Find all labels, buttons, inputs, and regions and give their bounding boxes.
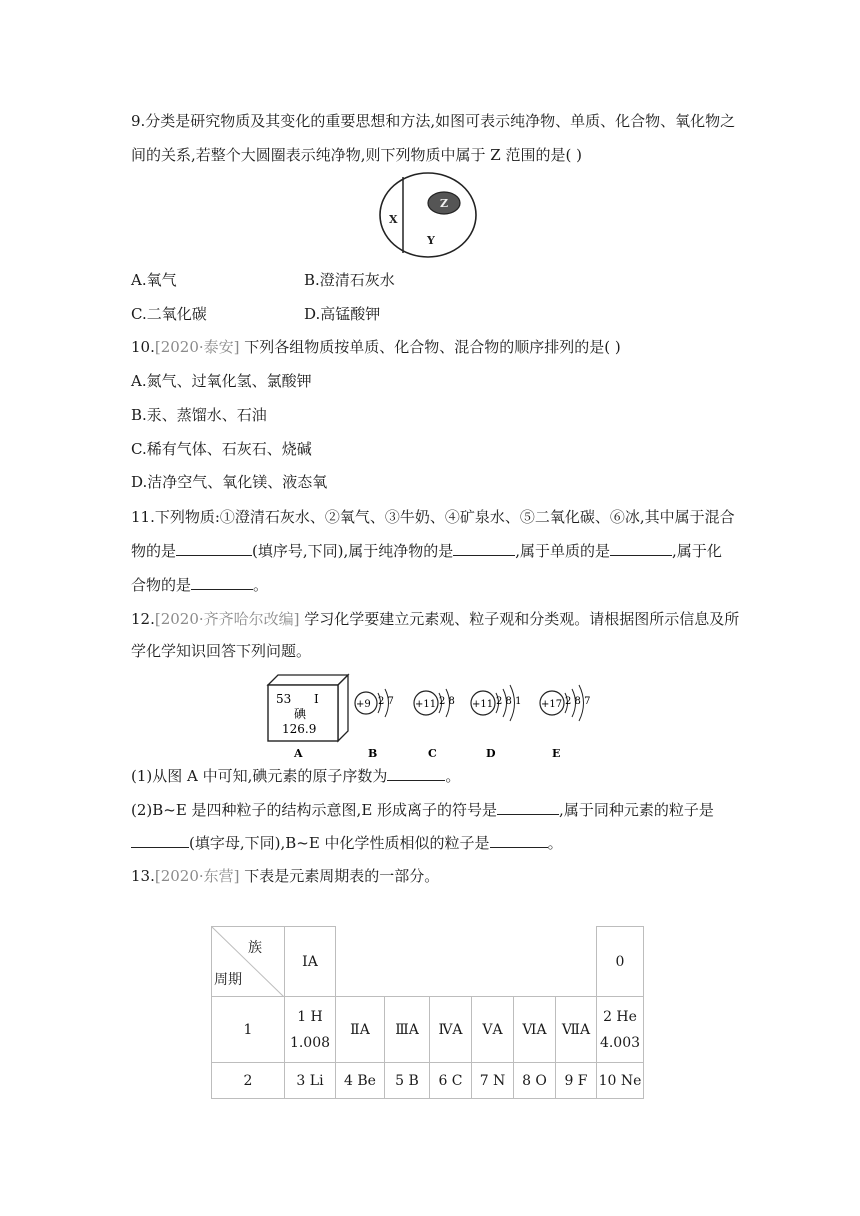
q13-stem [131,866,439,886]
q10-text: 下列各组物质按单质、化合物、混合物的顺序排列的是( ) [239,338,621,356]
q12-sub2-line2 [131,833,563,853]
atom-b-nucleus: +9 [356,699,371,710]
q12-number: 12. [131,610,155,628]
answer-blank[interactable] [131,833,189,848]
corner-period-label: 周期 [214,972,242,988]
q11-text-d: ,属于化 [672,542,722,560]
q10-option-d: D.洁净空气、氧化镁、液态氧 [131,473,328,491]
q9-classification-diagram [377,170,479,260]
q12-sub1-end: 。 [445,767,461,785]
atom-d-shells: 2 8 1 [496,696,522,707]
q11-stem-line2 [131,541,722,561]
group-6a-header: ⅥA [514,997,556,1063]
element-ne: 10 Ne [597,1063,644,1099]
atom-e [540,685,590,760]
q10-stem [131,337,621,357]
answer-blank[interactable] [497,800,559,815]
label-b: B [368,747,378,760]
element-he-mass: 4.003 [599,1034,641,1051]
table-row [212,1063,644,1099]
element-o: 8 O [514,1063,556,1099]
q11-stem-line3 [131,575,268,595]
q12-sub1 [131,766,460,786]
q12-sub2-text-d: 。 [547,834,563,852]
q11-text-c: ,属于单质的是 [515,542,611,560]
answer-blank[interactable] [453,541,515,556]
q11-text-b: (填序号,下同),属于纯净物的是 [252,542,454,560]
table-row [212,927,644,997]
label-z: Z [440,197,449,210]
element-n: 7 N [472,1063,514,1099]
answer-blank[interactable] [176,541,252,556]
q12-text: 学习化学要建立元素观、粒子观和分类观。请根据图所示信息及所 [299,610,740,628]
element-h [285,997,336,1063]
empty-header-space [336,927,597,997]
q12-stem-line1 [131,609,739,629]
atom-c-nucleus: +11 [415,699,437,710]
corner-cell [212,927,285,997]
atom-c [414,689,455,760]
q10-number: 10. [131,338,155,356]
period-1-label: 1 [212,997,285,1063]
answer-blank[interactable] [490,833,548,848]
q9-option-d: D.高锰酸钾 [304,305,381,323]
q11-text-e: 合物的是 [131,576,192,594]
q12-sub2-line1 [131,800,714,820]
group-7a-header: ⅦA [556,997,597,1063]
q12-sub1-text: (1)从图 A 中可知,碘元素的原子序数为 [131,767,388,785]
atom-d-nucleus: +11 [472,699,494,710]
q9-option-a: A.氧气 [131,271,177,289]
label-e: E [552,747,561,760]
label-a: A [294,747,303,760]
q12-source: [2020·齐齐哈尔改编] [154,610,300,628]
element-he-symbol: 2 He [603,1008,637,1025]
atomic-mass: 126.9 [282,722,317,736]
q10-source: [2020·泰安] [154,338,240,356]
atomic-number: 53 [276,692,292,706]
group-0-header: 0 [597,927,644,997]
q9-stem-line1: 9.分类是研究物质及其变化的重要思想和方法,如图可表示纯净物、单质、化合物、氧化物之 [131,112,736,130]
q9-option-b: B.澄清石灰水 [304,271,395,289]
q12-sub2-text-a: (2)B~E 是四种粒子的结构示意图,E 形成离子的符号是 [131,801,498,819]
q9-stem-line2: 间的关系,若整个大圆圈表示纯净物,则下列物质中属于 Z 范围的是( ) [131,146,582,164]
label-y: Y [427,234,435,247]
atom-c-shells: 2 8 [439,696,455,707]
element-h-symbol: 1 H [297,1008,323,1025]
group-2a-header: ⅡA [336,997,385,1063]
atom-d [471,685,521,760]
group-3a-header: ⅢA [385,997,430,1063]
element-he [597,997,644,1063]
group-1a-header: ⅠA [285,927,336,997]
element-be: 4 Be [336,1063,385,1099]
q12-stem-line2: 学化学知识回答下列问题。 [131,642,312,660]
period-2-label: 2 [212,1063,285,1099]
element-f: 9 F [556,1063,597,1099]
element-h-mass: 1.008 [289,1034,331,1051]
q10-option-c: C.稀有气体、石灰石、烧碱 [131,440,312,458]
periodic-table-excerpt [211,926,644,1099]
answer-blank[interactable] [610,541,672,556]
q10-option-a: A.氮气、过氧化氢、氯酸钾 [131,372,312,390]
q9-option-c: C.二氧化碳 [131,305,207,323]
q12-atomic-structure-figure [262,671,608,763]
atom-b [355,689,394,760]
label-x: X [389,213,398,226]
q11-stem-line1: 11.下列物质:①澄清石灰水、②氧气、③牛奶、④矿泉水、⑤二氧化碳、⑥冰,其中属于混合 [131,508,735,526]
answer-blank[interactable] [387,766,445,781]
atom-e-nucleus: +17 [541,699,563,710]
q11-text-f: 。 [253,576,269,594]
corner-group-label: 族 [248,940,262,956]
q12-sub2-text-c: (填字母,下同),B~E 中化学性质相似的粒子是 [189,834,490,852]
q12-sub2-text-b: ,属于同种元素的粒子是 [559,801,714,819]
element-c: 6 C [430,1063,472,1099]
element-cube [268,675,348,741]
q10-option-b: B.汞、蒸馏水、石油 [131,406,267,424]
label-d: D [486,747,496,760]
table-row [212,997,644,1063]
q11-text-a: 物的是 [131,542,177,560]
element-name: 碘 [294,707,307,721]
element-symbol: I [314,692,319,706]
element-b: 5 B [385,1063,430,1099]
q13-number: 13. [131,867,155,885]
element-li: 3 Li [285,1063,336,1099]
answer-blank[interactable] [191,575,253,590]
group-4a-header: ⅣA [430,997,472,1063]
atom-e-shells: 2 8 7 [565,696,591,707]
q13-source: [2020·东营] [154,867,240,885]
label-c: C [428,747,437,760]
group-5a-header: ⅤA [472,997,514,1063]
q13-text: 下表是元素周期表的一部分。 [239,867,440,885]
atom-b-shells: 2 7 [378,696,394,707]
